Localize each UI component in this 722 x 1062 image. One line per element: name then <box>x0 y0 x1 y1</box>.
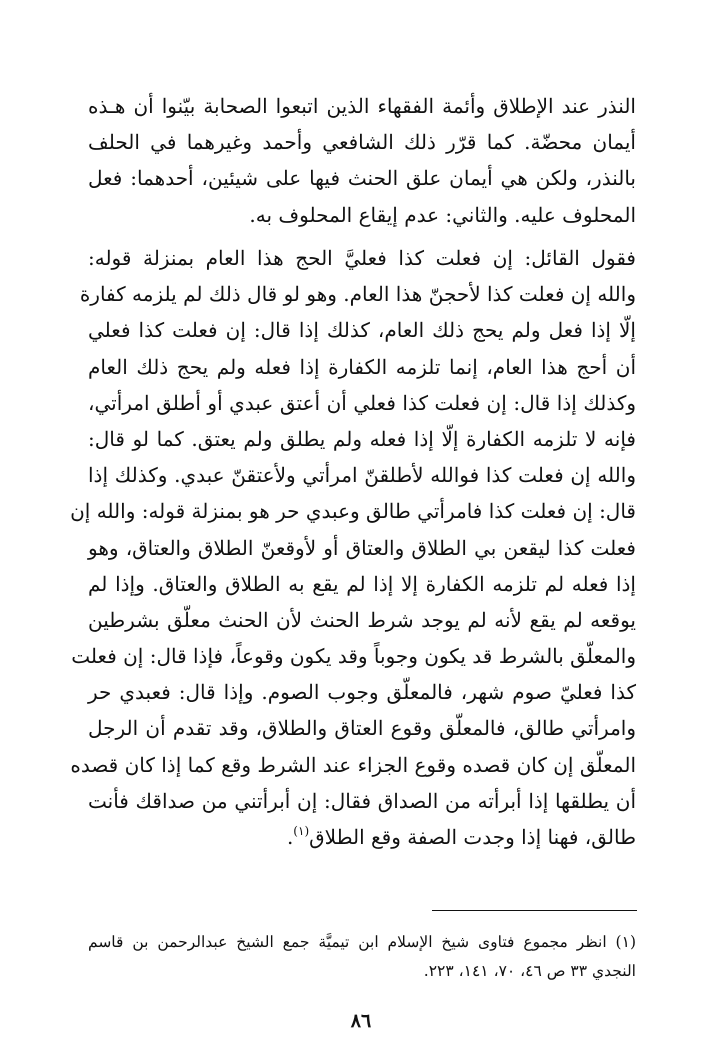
text-line: والله إن فعلت كذا فوالله لأطلقنّ امرأتي ولأعتقنّ عبدي. وكذلك إذا <box>88 463 636 488</box>
text-line: إلّا إذا فعل ولم يحج ذلك العام، كذلك إذا قال: إن فعلت كذا فعلي <box>88 318 636 343</box>
text-line: أن يطلقها إذا أبرأته من الصداق فقال: إن أبرأتني من صداقك فأنت <box>88 788 636 813</box>
footnote-divider <box>432 910 637 911</box>
text-line: والمعلّق بالشرط قد يكون وجوباً وقد يكون وقوعاً، فإذا قال: إن فعلت <box>71 644 636 669</box>
text-line: بالنذر، ولكن هي أيمان علق الحنث فيها على شيئين، أحدهما: فعل <box>88 166 636 191</box>
text-line: أن أحج هذا العام، إنما تلزمه الكفارة إذا فعله ولم يحج ذلك العام <box>88 354 636 379</box>
text-line: فإنه لا تلزمه الكفارة إلّا إذا فعله ولم يطلق ولم يعتق. كما لو قال: <box>88 426 636 451</box>
footnote-marker[interactable]: (١) <box>293 824 310 838</box>
footnote-line: النجدي ٣٣ ص ٤٦، ٧٠، ١٤١، ٢٢٣. <box>423 962 636 980</box>
text-line: والله إن فعلت كذا لأحجنّ هذا العام. وهو لو قال ذلك لم يلزمه كفارة <box>79 282 636 307</box>
paragraph-1 <box>88 88 636 233</box>
sentence-end: . <box>286 825 294 849</box>
text-line: النذر عند الإطلاق وأئمة الفقهاء الذين اتبعوا الصحابة بيّنوا أن هـذه <box>88 94 636 118</box>
text-line: المعلّق إن كان قصده وقوع الجزاء عند الشرط وقع كما إذا كان قصده <box>70 752 636 777</box>
text-line: وكذلك إذا قال: إن فعلت كذا فعلي أن أعتق عبدي أو أطلق امرأتي، <box>88 390 636 415</box>
paragraph-2 <box>70 240 636 855</box>
text-line: فقول القائل: إن فعلت كذا فعليَّ الحج هذا العام بمنزلة قوله: <box>88 246 636 270</box>
text-line: المحلوف عليه. والثاني: عدم إيقاع المحلوف به. <box>249 202 636 227</box>
text-line: فعلت كذا ليقعن بي الطلاق والعتاق أو لأوقعنّ الطلاق والعتاق، وهو <box>88 535 636 560</box>
text-line: أيمان محضّة. كما قرّر ذلك الشافعي وأحمد وغيرهما في الحلف <box>88 130 636 155</box>
text-line-content: طالق، فهنا إذا وجدت الصفة وقع الطلاق <box>309 825 636 849</box>
text-line <box>88 819 636 855</box>
footnote <box>88 928 636 986</box>
text-line: وامرأتي طالق، فالمعلّق وقوع العتاق والطلاق، وقد تقدم أن الرجل <box>88 716 636 741</box>
footnote-line: (١) انظر مجموع فتاوى شيخ الإسلام ابن تيميَّة جمع الشيخ عبدالرحمن بن قاسم <box>88 933 636 951</box>
text-line: إذا فعله لم تلزمه الكفارة إلا إذا لم يقع به الطلاق والعتاق. وإذا لم <box>88 571 636 596</box>
text-line: يوقعه لم يقع لأنه لم يوجد شرط الحنث لأن الحنث معلّق بشرطين <box>88 607 636 632</box>
text-line: كذا فعليّ صوم شهر، فالمعلّق وجوب الصوم. وإذا قال: فعبدي حر <box>88 680 636 705</box>
text-line: قال: إن فعلت كذا فامرأتي طالق وعبدي حر هو بمنزلة قوله: والله إن <box>70 499 636 524</box>
page-number: ٨٦ <box>350 1010 372 1032</box>
